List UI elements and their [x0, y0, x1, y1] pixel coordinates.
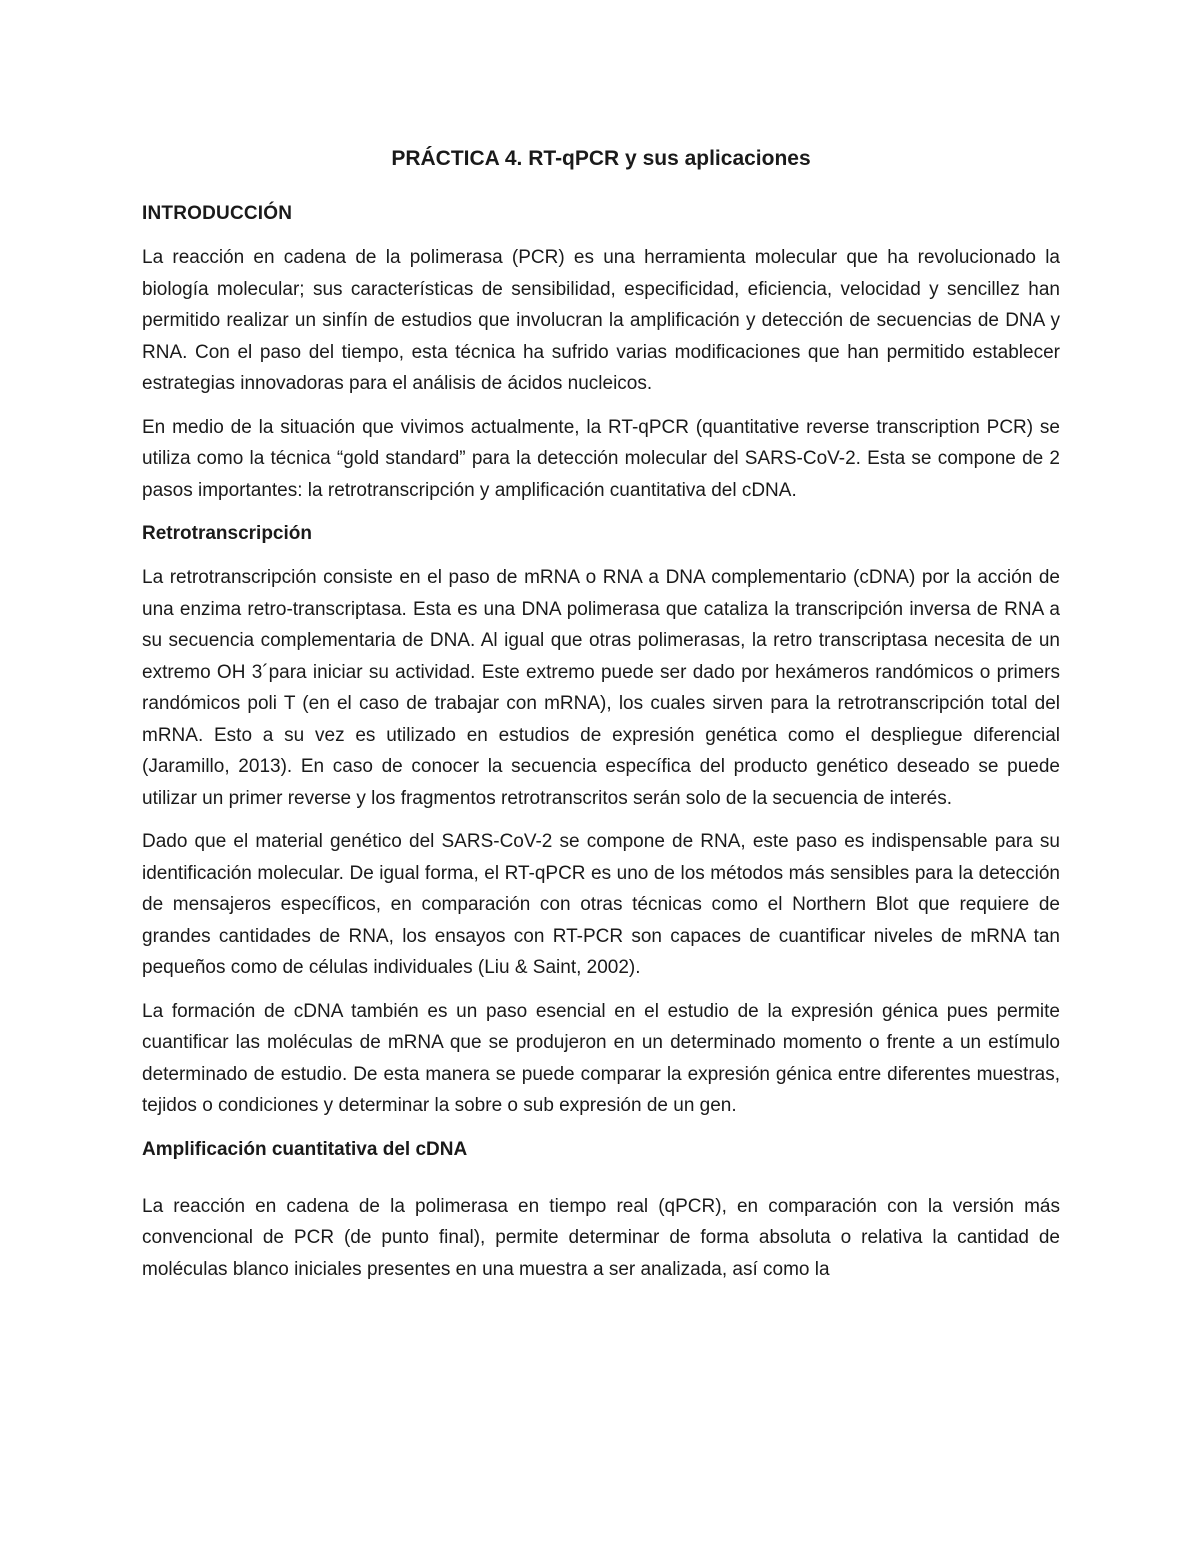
paragraph-retro-2: Dado que el material genético del SARS-CoV-2 se compone de RNA, este paso es indispensable para su identificación molecular. De igual forma, el RT-qPCR es uno de los métodos más sensibles para la detección de mensajeros específicos, en comparación con otras técnicas como el Northern Blot que requiere de grandes cantidades de RNA, los ensayos con RT-PCR son capaces de cuantificar niveles de mRNA tan pequeños como de células individuales (Liu & Saint, 2002).: [142, 831, 1060, 978]
document-page: [142, 140, 1060, 1285]
document-title: PRÁCTICA 4. RT-qPCR y sus aplicaciones: [391, 147, 811, 170]
section-heading-amplificacion: Amplificación cuantitativa del cDNA: [142, 1138, 468, 1160]
paragraph-retro-1: La retrotranscripción consiste en el paso de mRNA o RNA a DNA complementario (cDNA) por la acción de una enzima retro-transcriptasa. Esta es una DNA polimerasa que cataliza la transcripción inversa de RNA a su secuencia complementaria de DNA. Al igual que otras polimerasas, la retro transcriptasa necesita de un extremo OH 3´para iniciar su actividad. Este extremo puede ser dado por hexámeros randómicos o primers randómicos poli T (en el caso de trabajar con mRNA), los cuales sirven para la retrotranscripción total del mRNA. Esto a su vez es utilizado en estudios de expresión genética como el despliegue diferencial (Jaramillo, 2013). En caso de conocer la secuencia específica del producto genético deseado se puede utilizar un primer reverse y los fragmentos retrotranscritos serán solo de la secuencia de interés.: [142, 567, 1060, 809]
paragraph-retro-3: La formación de cDNA también es un paso esencial en el estudio de la expresión génica pues permite cuantificar las moléculas de mRNA que se produjeron en un determinado momento o frente a un estímulo determinado de estudio. De esta manera se puede comparar la expresión génica entre diferentes muestras, tejidos o condiciones y determinar la sobre o sub expresión de un gen.: [142, 1000, 1060, 1116]
section-introduccion: [142, 198, 1060, 506]
section-retrotranscripcion: [142, 518, 1060, 1122]
section-heading-introduccion: INTRODUCCIÓN: [142, 203, 293, 224]
paragraph-intro-1: La reacción en cadena de la polimerasa (PCR) es una herramienta molecular que ha revolucionado la biología molecular; sus características de sensibilidad, especificidad, eficiencia, velocidad y sencillez han permitido realizar un sinfín de estudios que involucran la amplificación y detección de secuencias de DNA y RNA. Con el paso del tiempo, esta técnica ha sufrido varias modificaciones que han permitido establecer estrategias innovadoras para el análisis de ácidos nucleicos.: [142, 247, 1060, 394]
section-heading-retrotranscripcion: Retrotranscripción: [142, 523, 312, 544]
section-amplificacion: [142, 1134, 1060, 1286]
paragraph-amplificacion-1: La reacción en cadena de la polimerasa en tiempo real (qPCR), en comparación con la versión más convencional de PCR (de punto final), permite determinar de forma absoluta o relativa la cantidad de moléculas blanco iniciales presentes en una muestra a ser analizada, así como la: [142, 1195, 1060, 1280]
paragraph-intro-2: En medio de la situación que vivimos actualmente, la RT-qPCR (quantitative reverse transcription PCR) se utiliza como la técnica “gold standard” para la detección molecular del SARS-CoV-2. Esta se compone de 2 pasos importantes: la retrotranscripción y amplificación cuantitativa del cDNA.: [142, 416, 1060, 501]
